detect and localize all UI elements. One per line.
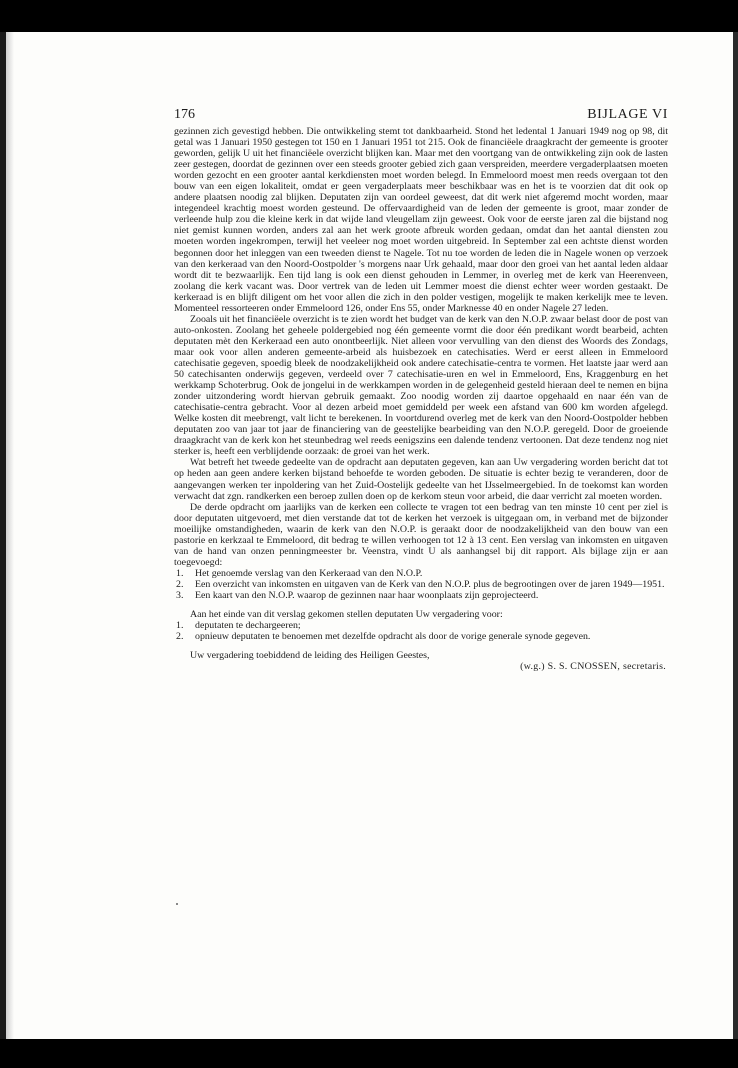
body-text bbox=[174, 126, 668, 672]
paragraph-2: Zooals uit het financiëele overzicht is te zien wordt het budget van de kerk van den N.O.P. zwaar belast door de post van auto-onkosten. Zoolang het geheele poldergebied nog één gemeente vormt die door één predikant wordt bearbeid, achten deputaten mèt den Kerkeraad een auto onontbeerlijk. Niet alleen voor vervulling van den dienst des Woords des Zondags, maar ook voor allen anderen gemeente-arbeid als huisbezoek en catechisaties. Werd er eerst alleen in Emmeloord catechisatie gegeven, spoedig bleek de noodzakelijkheid ook andere catechisatie-centra te vormen. Het laatste jaar werd aan 50 catechisanten onderwijs gegeven, verdeeld over 7 catechisatie-uren en wel in Emmeloord, Ens, Kraggenburg en het werkkamp Schoterbrug. Ook de jongelui in de werkkampen worden in de gelegenheid gesteld hieraan deel te nemen en bijna zonder uitzondering wordt hiervan gebruik gemaakt. Zoo noodig worden zij daartoe opgehaald en naar één van de catechisatie-centra gebracht. Voor al dezen arbeid moet gemiddeld per week een afstand van 600 km worden afgelegd. Welke kosten dit meebrengt, valt licht te berekenen. In voortdurend overleg met de kerk van den Noord-Oostpolder hebben deputaten zoo van jaar tot jaar de financiering van de geestelijke bearbeiding van den N.O.P. geregeld. Door de groeiende draagkracht van de kerk kon het steunbedrag wel reeds eenigszins een dalende tendenz vertoonen. Dat deze tendenz nog niet sterker is, heeft een verblijdende oorzaak: de groei van het werk. bbox=[174, 313, 668, 458]
paragraph-1: gezinnen zich gevestigd hebben. Die ontwikkeling stemt tot dankbaarheid. Stond het ledental 1 Januari 1949 nog op 98, dit getal was 1 Januari 1950 gestegen tot 150 en 1 Januari 1951 tot 215. Ook de financiëele draagkracht der gemeente is grooter geworden, gelijk U uit het financiëele overzicht blijken kan. Maar met den voortgang van de ontwikkeling zijn ook de lasten zeer gestegen, doordat de gezinnen over een steeds grooter gebied zich gaan verspreiden, meerdere vergaderplaatsen moeten worden gezocht en een grooter aantal kerkdiensten moet worden belegd. In Emmeloord moest men reeds overgaan tot den bouw van een eigen lokaliteit, omdat er geen vergaderplaats meer beschikbaar was en het is te voorzien dat dit ook op andere plaatsen noodig zal blijken. Deputaten zijn van oordeel geweest, dat dit werk niet afgeremd mocht worden, maar integendeel krachtig moest worden gesteund. De offervaardigheid van de leden der gemeente is groot, maar zonder de verleende hulp zou die kleine kerk in dat wijde land vleugellam zijn geweest. Ook voor de eerste jaren zal die bijstand nog niet gemist kunnen worden, anders zal aan het werk groote afbreuk worden gedaan, omdat dan het aantal diensten zou moeten worden ingekrompen, terwijl het veeleer nog moet worden uitgebreid. In September zal een achtste dienst worden begonnen door het inleggen van een tweeden dienst te Nagele. Tot nu toe worden de leden die in Nagele wonen op verzoek van den kerkeraad van den Noord-Oostpolder 's morgens naar Urk gehaald, maar door den groei van het aantal leden aldaar wordt dit te bezwaarlijk. Een tijd lang is ook een dienst gehouden in Lemmer, in overleg met de kerk van Heerenveen, zoolang die kerk vacant was. Door vertrek van de leden uit Lemmer moest die dienst echter weer worden gestaakt. De kerkeraad is en blijft diligent om het voor allen die zich in den polder vestigen, mogelijk te maken kerkelijk mee te leven. Momenteel ressorteeren onder Emmeloord 126, onder Ens 55, onder Marknesse 40 en onder Nagele 27 leden. bbox=[174, 126, 668, 314]
scan-border-top bbox=[0, 0, 738, 32]
page-edge-shadow bbox=[6, 32, 14, 1039]
scan-border-right bbox=[733, 32, 738, 1039]
list-item-text: deputaten te dechargeeren; bbox=[195, 620, 301, 632]
list-item-text: opnieuw deputaten te benoemen met dezelfde opdracht als door de vorige generale synode gegeven. bbox=[195, 631, 591, 643]
list-item-number: 2. bbox=[176, 631, 184, 643]
closing-line: Uw vergadering toebiddend de leiding des Heiligen Geestes, bbox=[190, 650, 430, 662]
proposal-list bbox=[174, 620, 668, 642]
list-item-number: 1. bbox=[176, 620, 184, 632]
spacer bbox=[174, 642, 668, 650]
page-number: 176 bbox=[174, 107, 195, 122]
list-item bbox=[174, 620, 668, 631]
list-item-number: 1. bbox=[176, 567, 184, 579]
signature: (w.g.) S. S. CNOSSEN, secretaris. bbox=[520, 661, 666, 673]
list-item bbox=[174, 631, 668, 642]
list-item-text: Een kaart van den N.O.P. waarop de gezinnen naar haar woonplaats zijn geprojecteerd. bbox=[195, 589, 539, 601]
list-item-text: Een overzicht van inkomsten en uitgaven van de Kerk van den N.O.P. plus de begrootingen over de jaren 1949—1951. bbox=[195, 578, 665, 590]
paragraph-3: Wat betreft het tweede gedeelte van de opdracht aan deputaten gegeven, kan aan Uw vergadering worden bericht dat tot op heden aan geen andere kerken bijstand behoefde te worden geboden. De situatie is echter bezig te veranderen, door de aangevangen werken ter inpoldering van het Zuid-Oostelijk gedeelte van het IJsselmeergebied. In de toekomst kan worden verwacht dat zgn. randkerken een beroep zullen doen op de kerkom steun voor arbeid, die daar verricht zal moeten worden. bbox=[174, 457, 668, 502]
list-item bbox=[174, 590, 668, 601]
spacer bbox=[174, 601, 668, 609]
paragraph-4: De derde opdracht om jaarlijks van de kerken een collecte te vragen tot een bedrag van ten minste 10 cent per ziel is door deputaten uitgevoerd, met dien verstande dat tot de kerken het verzoek is uitgegaan om, in verband met de bijzonder moeilijke omstandigheden, waarin de kerk van den N.O.P. is geraakt door de noodzakelijkheid van den bouw van een pastorie en kerkzaal te Emmeloord, dit bedrag te willen verhoogen tot 12 à 13 cent. Een verslag van inkomsten en uitgaven van de hand van onzen penningmeester br. Veenstra, vindt U als aanhangsel bij dit rapport. Als bijlage zijn er aan toegevoegd: bbox=[174, 501, 668, 568]
list-item-number: 2. bbox=[176, 578, 184, 590]
list-item-number: 3. bbox=[176, 589, 184, 601]
scan-speck bbox=[176, 903, 178, 905]
list-item-text: Het genoemde verslag van den Kerkeraad van den N.O.P. bbox=[195, 567, 423, 579]
section-title: BIJLAGE VI bbox=[587, 107, 668, 122]
list-item bbox=[174, 579, 668, 590]
scan-border-bottom bbox=[0, 1039, 738, 1068]
list-item bbox=[174, 568, 668, 579]
page-header bbox=[174, 107, 668, 127]
proposal-intro: Aan het einde van dit verslag gekomen stellen deputaten Uw vergadering voor: bbox=[190, 609, 503, 621]
attachment-list bbox=[174, 568, 668, 601]
